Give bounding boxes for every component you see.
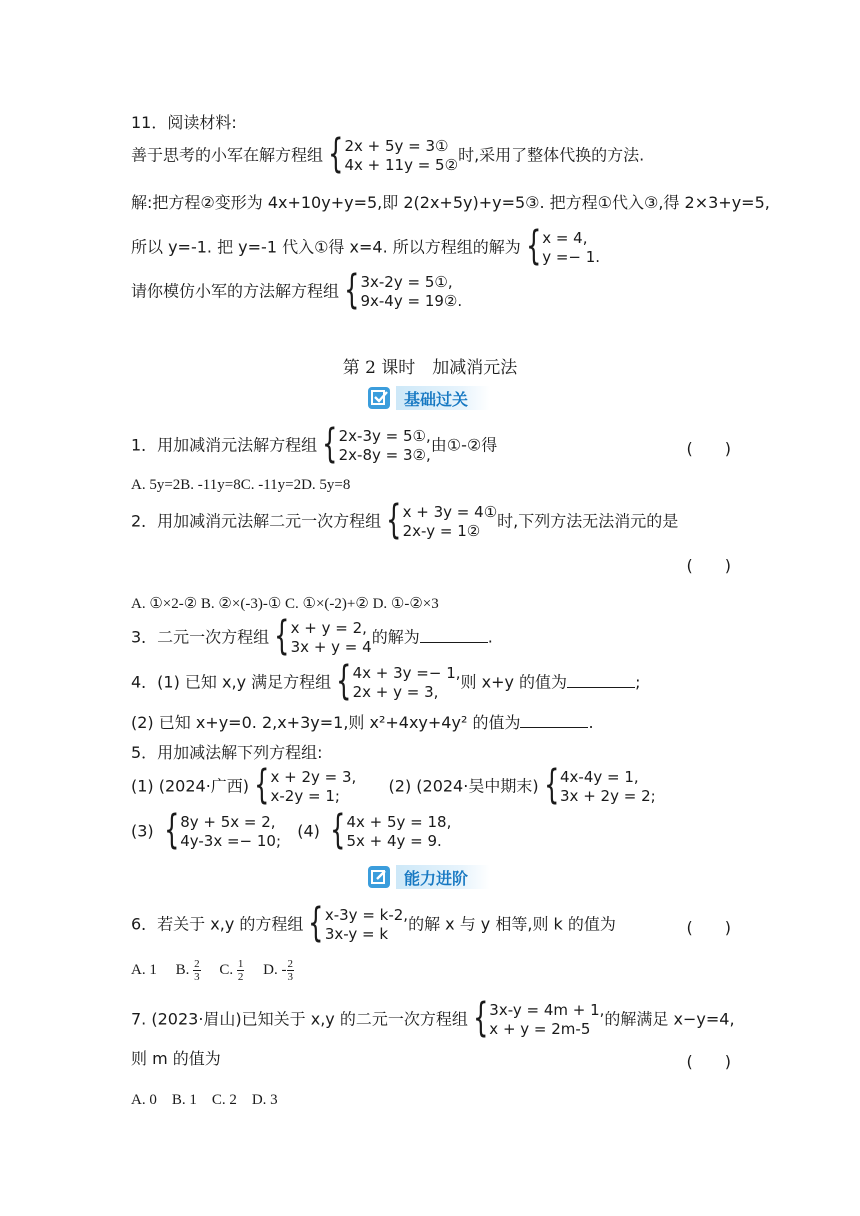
q11-intro-pre: 善于思考的小军在解方程组 xyxy=(131,145,324,165)
banner-basics xyxy=(368,385,490,411)
q1-system xyxy=(317,421,431,467)
q11-intro-post: 时,采用了整体代换的方法. xyxy=(458,145,645,165)
q11-system-3 xyxy=(339,267,463,313)
q7-pre: 7. (2023·眉山)已知关于 x,y 的二元一次方程组 xyxy=(131,1009,468,1029)
brace-glyph: { xyxy=(328,131,344,177)
brace-glyph: { xyxy=(472,995,489,1041)
q4-end: ; xyxy=(635,672,641,692)
q1-options: A. 5y=2B. -11y=8C. -11y=2D. 5y=8 xyxy=(131,477,351,493)
q11-system-2 xyxy=(521,223,601,269)
answer-paren-q6[interactable]: ( ) xyxy=(686,918,731,937)
q5-p3-system xyxy=(159,807,282,853)
equation: 4x + 5y = 18, xyxy=(346,813,452,831)
brace-glyph: { xyxy=(543,762,559,808)
answer-blank-q4-2[interactable] xyxy=(520,713,588,728)
q7-line2: 则 m 的值为 xyxy=(131,1049,221,1068)
answer-paren-q1[interactable]: ( ) xyxy=(686,439,731,458)
equation: 3x + 2y = 2; xyxy=(560,787,656,805)
q5-p4-label: (4) xyxy=(297,821,320,841)
q6-option-c-fraction xyxy=(237,958,245,983)
q4-post: 则 x+y 的值为 xyxy=(460,672,568,692)
equation: 3x-y = 4m + 1, xyxy=(489,1001,605,1019)
q2-options: A. ①×2-② B. ②×(-3)-① C. ①×(-2)+② D. ①-②×3 xyxy=(131,596,439,612)
equation: 2x + 5y = 3① xyxy=(344,137,449,155)
q2-post: 时,下列方法无法消元的是 xyxy=(497,511,679,531)
equation: 4x-4y = 1, xyxy=(560,768,639,786)
equation: 2x + y = 3, xyxy=(352,683,439,701)
brace-glyph: { xyxy=(274,613,290,659)
numerator: 2 xyxy=(287,958,293,970)
equation: x + 3y = 4① xyxy=(402,503,498,521)
answer-paren-q2[interactable]: ( ) xyxy=(686,556,731,575)
q6-option-c: C. xyxy=(219,961,234,978)
q7-system xyxy=(468,995,605,1041)
q1-stem xyxy=(131,421,498,467)
answer-blank-q4-1[interactable] xyxy=(567,673,635,688)
equation: 5x + 4y = 9. xyxy=(346,832,442,850)
brace-glyph: { xyxy=(336,658,352,704)
q3-post: 的解为 xyxy=(371,627,420,647)
q5-p1-label: (1) (2024·广西) xyxy=(131,776,250,796)
q7-stem xyxy=(131,995,735,1041)
q11-ask-pre: 请你模仿小军的方法解方程组 xyxy=(131,281,340,301)
q11-solution-line-1: 解:把方程②变形为 4x+10y+y=5,即 2(2x+5y)+y=5③. 把方程①代入③,得 2×3+y=5, xyxy=(131,193,770,212)
q6-options xyxy=(131,958,294,983)
q4-line2-end: . xyxy=(588,713,594,732)
q5-p2-label: (2) (2024·吴中期末) xyxy=(388,776,539,796)
q11-ask xyxy=(131,267,463,313)
equation: 4x + 3y =− 1, xyxy=(352,664,461,682)
equation: x + y = 2m-5 xyxy=(489,1020,591,1038)
q6-option-d-fraction xyxy=(287,958,295,983)
answer-paren-q7[interactable]: ( ) xyxy=(686,1052,731,1071)
equation: 2x-8y = 3②, xyxy=(338,446,431,464)
q5-p1-system xyxy=(249,762,357,808)
q5-title: 5．用加减法解下列方程组: xyxy=(131,743,323,762)
equation: 3x + y = 4 xyxy=(290,638,372,656)
q5-row-2 xyxy=(131,807,452,853)
equation: 8y + 5x = 2, xyxy=(180,813,276,831)
section-title: 第 2 课时 加减消元法 xyxy=(342,358,518,378)
banner-advanced xyxy=(368,864,490,890)
brace-glyph: { xyxy=(525,223,542,269)
q4-pre: 4．(1) 已知 x,y 满足方程组 xyxy=(131,672,332,692)
q6-option-d: D. - xyxy=(263,961,287,978)
q4-line2: (2) 已知 x+y=0. 2,x+3y=1,则 x²+4xy+4y² 的值为 xyxy=(131,713,521,732)
equation: x-3y = k-2, xyxy=(324,906,409,924)
q6-option-a: A. 1 xyxy=(131,961,157,978)
q5-p3-label: (3) xyxy=(131,821,154,841)
brace-glyph: { xyxy=(254,762,270,808)
equation: 4y-3x =− 10; xyxy=(180,832,282,850)
equation: 9x-4y = 19②. xyxy=(360,292,463,310)
equation: 3x-y = k xyxy=(324,925,389,943)
equation: x + y = 2, xyxy=(290,619,367,637)
q2-stem xyxy=(131,497,679,543)
denominator: 3 xyxy=(287,971,293,983)
denominator: 2 xyxy=(237,971,244,983)
q6-pre: 6．若关于 x,y 的方程组 xyxy=(131,914,304,934)
banner-advanced-label: 能力进阶 xyxy=(396,865,490,889)
equation: 2x-3y = 5①, xyxy=(338,427,431,445)
q1-pre: 1．用加减消元法解方程组 xyxy=(131,435,318,455)
equation: x = 4, xyxy=(542,229,588,247)
numerator: 1 xyxy=(237,958,244,970)
equation: y =− 1. xyxy=(542,248,601,266)
q3-system xyxy=(269,613,372,659)
q5-row-1 xyxy=(131,762,656,808)
q6-option-b: B. xyxy=(175,961,190,978)
edit-icon xyxy=(368,866,390,888)
q7-post: 的解满足 x−y=4, xyxy=(604,1009,735,1029)
brace-glyph: { xyxy=(322,421,338,467)
brace-glyph: { xyxy=(330,807,346,853)
q11-intro xyxy=(131,131,645,177)
brace-glyph: { xyxy=(386,497,402,543)
q4-stem xyxy=(131,658,641,704)
checkbox-icon xyxy=(368,387,390,409)
q6-option-b-fraction xyxy=(193,958,201,983)
q2-pre: 2．用加减消元法解二元一次方程组 xyxy=(131,511,382,531)
q11-sol-pre: 所以 y=-1. 把 y=-1 代入①得 x=4. 所以方程组的解为 xyxy=(131,237,521,257)
q7-options: A. 0 B. 1 C. 2 D. 3 xyxy=(131,1092,278,1108)
brace-glyph: { xyxy=(308,900,324,946)
brace-glyph: { xyxy=(344,267,360,313)
q3-stem: 3．二元一次方程组 { x + y = 2, 3x + y = 4 的解为 . xyxy=(131,613,493,659)
q3-pre: 3．二元一次方程组 xyxy=(131,627,270,647)
brace-glyph: { xyxy=(163,807,180,853)
banner-basics-label: 基础过关 xyxy=(396,386,490,410)
equation: 3x-2y = 5①, xyxy=(360,273,453,291)
q4-part2 xyxy=(131,713,594,733)
equation: 2x-y = 1② xyxy=(402,522,481,540)
denominator: 3 xyxy=(194,971,200,983)
q5-p2-system xyxy=(539,762,656,808)
q2-system xyxy=(381,497,498,543)
q6-system xyxy=(303,900,409,946)
q4-system xyxy=(331,658,461,704)
q6-post: 的解 x 与 y 相等,则 k 的值为 xyxy=(408,914,616,934)
q11-title: 11．阅读材料: xyxy=(131,113,237,132)
q11-system-1 xyxy=(323,131,459,177)
q5-p4-system xyxy=(325,807,452,853)
q1-post: 由①-②得 xyxy=(430,435,498,455)
numerator: 2 xyxy=(194,958,200,970)
equation: x + 2y = 3, xyxy=(270,768,357,786)
equation: 4x + 11y = 5② xyxy=(344,156,459,174)
answer-blank-q3[interactable] xyxy=(420,628,488,643)
equation: x-2y = 1; xyxy=(270,787,340,805)
q6-stem xyxy=(131,900,616,946)
q11-solution-line-2 xyxy=(131,223,601,269)
